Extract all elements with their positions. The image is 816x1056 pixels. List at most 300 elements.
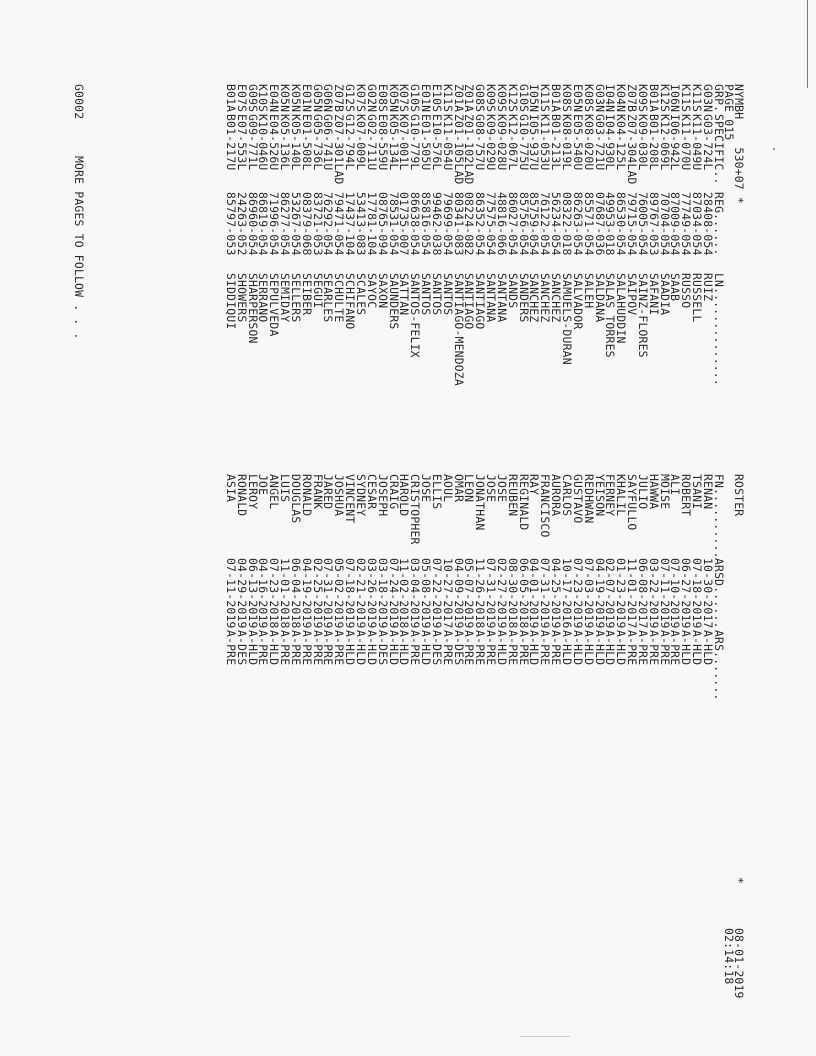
cell-arsd: 04-25-2019 xyxy=(549,558,564,629)
cell-arsd: 08-30-2018 xyxy=(505,558,520,629)
cell-last-name: SANTIAGO xyxy=(473,273,488,330)
cell-last-name: SEPULVEDA xyxy=(267,273,282,337)
table-row xyxy=(679,0,694,1056)
cell-grp: B01A xyxy=(549,84,564,113)
page-number: PAGE 015 xyxy=(722,84,736,141)
cell-grp: G02N xyxy=(364,84,379,113)
cell-first-name: JOSE xyxy=(494,474,509,503)
cell-last-name: SCHULTE xyxy=(332,273,347,323)
cell-first-name: JARED xyxy=(321,474,336,510)
cell-specific: B01-217U xyxy=(223,114,238,171)
cell-reg: 86027-054 xyxy=(505,192,520,256)
cell-first-name: ELLIS xyxy=(429,474,444,510)
cell-arsd: 03-18-2019 xyxy=(375,558,390,629)
cell-grp: K05N xyxy=(386,84,401,113)
cell-grp: I05N xyxy=(527,84,542,113)
cell-first-name: VINCENT xyxy=(343,474,358,524)
cell-arsd: 07-23-2019 xyxy=(570,558,585,629)
table-row xyxy=(668,0,683,1056)
cell-arsd: 04-19-2019 xyxy=(592,558,607,629)
cell-ars: A-PRE xyxy=(310,630,325,666)
cell-specific: Z07-301LAD xyxy=(332,114,347,185)
cell-first-name: FERNEY xyxy=(603,474,618,517)
cell-specific: G10-779L xyxy=(408,114,423,171)
cell-first-name: REDHWAN xyxy=(581,474,596,524)
cell-arsd: 05-02-2019 xyxy=(332,558,347,629)
cell-specific: K07-009L xyxy=(354,114,368,171)
cell-ars: A-DES xyxy=(234,630,249,666)
cell-grp: K05N xyxy=(278,84,293,113)
cell-last-name: RUIZ xyxy=(701,273,715,302)
table-row xyxy=(310,0,325,1056)
cell-reg: 53267-054 xyxy=(288,192,303,256)
cell-ars: A-HLD xyxy=(354,630,368,666)
cell-reg: 87009-054 xyxy=(668,192,683,256)
cell-last-name: SEIBER xyxy=(299,273,314,316)
cell-specific: K11-049U xyxy=(690,114,705,171)
cell-reg: 08224-082 xyxy=(462,192,477,256)
cell-grp: K11S xyxy=(690,84,705,113)
cell-specific: G02-711U xyxy=(364,114,379,171)
cell-reg: 77575-054 xyxy=(484,192,499,256)
cell-grp: K07S xyxy=(354,84,368,113)
cell-last-name: SATTAN xyxy=(397,273,412,316)
cell-first-name: HAROLD xyxy=(397,474,412,517)
report-time: 02:14:18 xyxy=(722,928,736,985)
cell-specific: G05-736L xyxy=(310,114,325,171)
cell-first-name: LEON xyxy=(462,474,477,503)
cell-ars: A-HLD xyxy=(679,630,694,666)
cell-reg: 89767-053 xyxy=(646,192,661,256)
cell-ars: A-PRE xyxy=(278,630,293,666)
cell-ars: A-HLD xyxy=(560,630,575,666)
cell-ars: A-PRE xyxy=(549,630,564,666)
column-header-specific: SPECIFIC.. xyxy=(712,114,726,185)
cell-last-name: SIDDIQUI xyxy=(223,273,238,330)
cell-last-name: SANTOS xyxy=(429,273,444,316)
cell-specific: K11-054U xyxy=(440,114,455,171)
table-row xyxy=(267,0,282,1056)
cell-specific: Z01-105LAD xyxy=(451,114,466,185)
cell-arsd: 07-31-2019 xyxy=(538,558,553,629)
cell-specific: K05-136L xyxy=(278,114,293,171)
cell-grp: Z01A xyxy=(451,84,466,113)
column-header-reg: REG...... xyxy=(712,192,726,256)
cell-arsd: 06-05-2018 xyxy=(516,558,531,629)
cell-grp: K07S xyxy=(397,84,412,113)
cell-specific: B01-213L xyxy=(549,114,564,171)
cell-last-name: SALVADOR xyxy=(570,273,585,330)
cell-grp: Z07B xyxy=(332,84,347,113)
cell-arsd: 11-01-2018 xyxy=(278,558,293,629)
table-row xyxy=(354,0,368,1056)
cell-grp: E08S xyxy=(375,84,390,113)
cell-last-name: SALAS TORRES xyxy=(603,273,618,358)
cell-specific: K10-046U xyxy=(256,114,271,171)
cell-grp: K04N xyxy=(614,84,629,113)
cell-first-name: JOSE xyxy=(419,474,434,503)
cell-specific: I04-930L xyxy=(603,114,618,171)
cell-arsd: 02-07-2019 xyxy=(603,558,618,629)
cell-arsd: 01-23-2019 xyxy=(614,558,629,629)
cell-first-name: DOUGLAS xyxy=(288,474,303,524)
cell-ars: A-PRE xyxy=(668,630,683,666)
table-row xyxy=(603,0,618,1056)
cell-first-name: CARLOS xyxy=(560,474,575,517)
cell-arsd: 05-08-2019 xyxy=(419,558,434,629)
cell-arsd: 11-01-2017 xyxy=(625,558,640,629)
cell-reg: 80341-083 xyxy=(451,192,466,256)
cell-grp: K09S xyxy=(635,84,650,113)
cell-reg: 08322-018 xyxy=(560,192,575,256)
cell-reg: 07687-036 xyxy=(592,192,607,256)
cell-specific: G08-757U xyxy=(473,114,488,171)
cell-last-name: SAMUELS-DURAN xyxy=(560,273,575,365)
cell-arsd: 06-27-2019 xyxy=(679,558,694,629)
table-row xyxy=(288,0,303,1056)
table-row xyxy=(451,0,466,1056)
table-row xyxy=(549,0,564,1056)
table-row xyxy=(646,0,661,1056)
cell-first-name: JOE xyxy=(256,474,271,496)
cell-reg: 08765-094 xyxy=(375,192,390,256)
cell-grp: B01A xyxy=(223,84,238,113)
cell-first-name: ALI xyxy=(668,474,683,496)
table-row xyxy=(440,0,455,1056)
table-row xyxy=(364,0,379,1056)
cell-reg: 08379-068 xyxy=(299,192,314,256)
cell-specific: G09-771L xyxy=(245,114,260,171)
cell-specific: I05-937U xyxy=(527,114,542,171)
cell-reg: 17781-104 xyxy=(364,192,379,256)
cell-specific: G03-721U xyxy=(592,114,607,171)
cell-last-name: SAINZ-FLORES xyxy=(635,273,650,358)
cell-reg: 71996-054 xyxy=(267,192,282,256)
cell-grp: G10S xyxy=(408,84,423,113)
cell-arsd: 07-18-2019 xyxy=(343,558,358,629)
cell-arsd: 10-27-2017 xyxy=(440,558,455,629)
cell-first-name: ROBERT xyxy=(679,474,694,517)
cell-specific: K08-019L xyxy=(560,114,575,171)
cell-ars: A-PRE xyxy=(288,630,303,666)
cell-last-name: SANCHEZ xyxy=(538,273,553,323)
cell-grp: E07S xyxy=(234,84,249,113)
cell-last-name: SELLERS xyxy=(288,273,303,323)
cell-specific: Z01-102LAD xyxy=(462,114,477,185)
cell-arsd: 04-16-2019 xyxy=(256,558,271,629)
cell-first-name: ASIA xyxy=(223,474,238,503)
column-header-grp: GRP. xyxy=(712,84,726,113)
cell-grp: K11S xyxy=(679,84,694,113)
cell-grp: K11S xyxy=(538,84,553,113)
cell-first-name: MOISE xyxy=(657,474,672,510)
table-row xyxy=(256,0,271,1056)
cell-arsd: 07-31-2019 xyxy=(484,558,499,629)
cell-first-name: ANGEL xyxy=(267,474,282,510)
table-row xyxy=(635,0,650,1056)
header-star: * xyxy=(732,877,746,885)
cell-grp: G05N xyxy=(310,84,325,113)
cell-arsd: 02-27-2019 xyxy=(494,558,509,629)
cell-reg: 85756-054 xyxy=(516,192,531,256)
cell-ars: A-HLD xyxy=(614,630,629,666)
table-row xyxy=(223,0,238,1056)
cell-reg: 48816-066 xyxy=(494,192,509,256)
table-row xyxy=(299,0,314,1056)
cell-grp: K08S xyxy=(581,84,596,113)
cell-first-name: HAWWA xyxy=(646,474,661,510)
table-row xyxy=(614,0,629,1056)
cell-grp: G10S xyxy=(516,84,531,113)
cell-last-name: SANDS xyxy=(505,273,520,309)
table-row xyxy=(581,0,596,1056)
cell-ars: A-HLD xyxy=(267,630,282,666)
cell-first-name: YEISON xyxy=(592,474,607,517)
cell-ars: A-PRE xyxy=(516,630,531,666)
cell-ars: A-HLD xyxy=(592,630,607,666)
cell-grp: K10S xyxy=(256,84,271,113)
cell-first-name: JULIO xyxy=(635,474,650,510)
column-header-fn: FN.......... xyxy=(712,474,726,559)
cell-arsd: 03-04-2019 xyxy=(408,558,423,629)
cell-last-name: SEARLES xyxy=(321,273,336,323)
cell-specific: G10-775U xyxy=(516,114,531,171)
report-title: NYMBH 530+07 * xyxy=(732,84,746,204)
table-row xyxy=(429,0,444,1056)
table-row xyxy=(625,0,640,1056)
cell-first-name: AURORA xyxy=(549,474,564,517)
cell-specific: E01-508L xyxy=(299,114,314,171)
cell-grp: G09S xyxy=(245,84,260,113)
cell-first-name: JONATHAN xyxy=(473,474,488,531)
cell-grp: E05N xyxy=(570,84,585,113)
cell-reg: 83721-053 xyxy=(310,192,325,256)
cell-last-name: RUSSELL xyxy=(690,273,705,323)
cell-specific: E04-526U xyxy=(267,114,282,171)
cell-grp: G03N xyxy=(701,84,715,113)
cell-last-name: SAFANI xyxy=(646,273,661,316)
cell-grp: E04N xyxy=(267,84,282,113)
cell-ars: A-HLD xyxy=(343,630,358,666)
roster-table xyxy=(223,0,715,1056)
cell-specific: K08-020U xyxy=(581,114,596,171)
cell-specific: Z07-304LAD xyxy=(625,114,640,185)
cell-reg: 99462-038 xyxy=(429,192,444,256)
cell-reg: 85797-053 xyxy=(223,192,238,256)
cell-arsd: 11-26-2018 xyxy=(473,558,488,629)
cell-grp: K11S xyxy=(440,84,455,113)
table-row xyxy=(234,0,249,1056)
cell-arsd: 04-29-2019 xyxy=(234,558,249,629)
column-header-ln: LN.............. xyxy=(712,273,726,386)
cell-arsd: 07-11-2019 xyxy=(223,558,238,629)
cell-arsd: 06-08-2017 xyxy=(635,558,650,629)
cell-arsd: 07-24-2019 xyxy=(386,558,401,629)
cell-grp: B01A xyxy=(646,84,661,113)
cell-arsd: 07-22-2019 xyxy=(429,558,444,629)
cell-first-name: TSANI xyxy=(690,474,705,510)
cell-ars: A-HLD xyxy=(419,630,434,666)
cell-last-name: SEMIDAY xyxy=(278,273,293,323)
table-row xyxy=(484,0,499,1056)
cell-arsd: 04-09-2019 xyxy=(451,558,466,629)
table-row xyxy=(332,0,347,1056)
cell-last-name: SANTANA xyxy=(484,273,499,323)
cell-ars: A-PRE xyxy=(538,630,553,666)
table-row xyxy=(278,0,293,1056)
cell-grp: I06N xyxy=(668,84,683,113)
cell-reg: 85571-054 xyxy=(581,192,596,256)
cell-specific: K11-070U xyxy=(679,114,694,171)
cell-specific: E01-505U xyxy=(419,114,434,171)
cell-reg: 49953-018 xyxy=(603,192,618,256)
cell-ars: A-HLD xyxy=(581,630,596,666)
cell-ars: A-PRE xyxy=(473,630,488,666)
table-row xyxy=(538,0,553,1056)
cell-first-name: FRANCISCO xyxy=(538,474,553,538)
cell-last-name: SCALES xyxy=(354,273,368,316)
cell-last-name: SANTIAGO-MENDOZA xyxy=(451,273,466,386)
cell-specific: G03-724L xyxy=(701,114,715,171)
cell-reg: 28408-054 xyxy=(701,192,715,256)
cell-grp: E01N xyxy=(419,84,434,113)
cell-ars: A-HLD xyxy=(494,630,509,666)
table-row xyxy=(397,0,412,1056)
cell-specific: K09-029U xyxy=(484,114,499,171)
cell-arsd: 02-21-2019 xyxy=(354,558,368,629)
table-row xyxy=(592,0,607,1056)
cell-last-name: SANTANA xyxy=(494,273,509,323)
cell-grp: E10S xyxy=(429,84,444,113)
table-row xyxy=(386,0,401,1056)
cell-ars: A-PRE xyxy=(484,630,499,666)
cell-arsd: 05-07-2019 xyxy=(462,558,477,629)
cell-ars: A-PRE xyxy=(321,630,336,666)
cell-last-name: SCHIFANO xyxy=(343,273,358,330)
cell-specific: K12-069L xyxy=(657,114,672,171)
cell-last-name: SAIPOV xyxy=(625,273,640,316)
cell-arsd: 04-19-2019 xyxy=(299,558,314,629)
cell-first-name: REUBEN xyxy=(505,474,520,517)
cell-grp: Z07B xyxy=(625,84,640,113)
cell-reg: 86960-054 xyxy=(245,192,260,256)
cell-reg: 24263-052 xyxy=(234,192,249,256)
cell-reg: 85759-054 xyxy=(527,192,542,256)
cell-ars: A-HLD xyxy=(603,630,618,666)
cell-reg: 53413-083 xyxy=(354,192,368,256)
cell-ars: A-HLD xyxy=(690,630,705,666)
table-row xyxy=(657,0,672,1056)
report-date: 08-01-2019 xyxy=(732,928,746,999)
table-row xyxy=(690,0,705,1056)
table-row xyxy=(343,0,358,1056)
cell-first-name: RONALD xyxy=(299,474,314,517)
cell-reg: 79715-054 xyxy=(625,192,640,256)
cell-first-name: AOUL xyxy=(440,474,455,503)
column-header-ars: ARS....... xyxy=(712,630,726,701)
cell-arsd: 07-11-2019 xyxy=(657,558,672,629)
cell-reg: 56234-054 xyxy=(549,192,564,256)
cell-ars: A-HLD xyxy=(245,630,260,666)
cell-grp: G06N xyxy=(321,84,336,113)
cell-last-name: SANCHEZ xyxy=(527,273,542,323)
cell-first-name: JOSEPH xyxy=(375,474,390,517)
cell-reg: 86277-054 xyxy=(278,192,293,256)
cell-reg: 86352-054 xyxy=(473,192,488,256)
cell-ars: A-HLD xyxy=(397,630,412,666)
cell-first-name: LEROY xyxy=(245,474,260,510)
cell-grp: K08S xyxy=(560,84,575,113)
cell-reg: 70704-054 xyxy=(657,192,672,256)
table-row xyxy=(321,0,336,1056)
cell-last-name: SHARPERSON xyxy=(245,273,260,344)
cell-arsd: 07-18-2019 xyxy=(690,558,705,629)
cell-last-name: SANDERS xyxy=(516,273,531,323)
cell-grp: K12S xyxy=(505,84,520,113)
cell-ars: A-PRE xyxy=(440,630,455,666)
cell-grp: K09S xyxy=(494,84,509,113)
table-row xyxy=(473,0,488,1056)
cell-ars: A-DES xyxy=(375,630,390,666)
cell-first-name: REGINALD xyxy=(516,474,531,531)
table-row xyxy=(245,0,260,1056)
cell-arsd: 02-25-2019 xyxy=(310,558,325,629)
cell-reg: 78531-054 xyxy=(386,192,401,256)
cell-first-name: RONALD xyxy=(234,474,249,517)
cell-specific: E05-540U xyxy=(570,114,585,171)
cell-grp: I04N xyxy=(603,84,618,113)
cell-last-name: SANCHEZ xyxy=(549,273,564,323)
footer-code: G0002 xyxy=(72,84,86,120)
cell-last-name: SAYOC xyxy=(364,273,379,309)
cell-ars: A-HLD xyxy=(570,630,585,666)
cell-reg: 85816-054 xyxy=(419,192,434,256)
cell-specific: K05-140L xyxy=(288,114,303,171)
cell-last-name: SEGUI xyxy=(310,273,325,309)
cell-grp: K12S xyxy=(657,84,672,113)
table-row xyxy=(375,0,390,1056)
cell-last-name: SAXON xyxy=(375,273,390,309)
cell-reg: 76005-054 xyxy=(635,192,650,256)
cell-arsd: 07-23-2018 xyxy=(267,558,282,629)
cell-specific: G12-794L xyxy=(343,114,358,171)
cell-arsd: 03-22-2019 xyxy=(646,558,661,629)
cell-last-name: SAUNDERS xyxy=(386,273,401,330)
cell-reg: 79699-054 xyxy=(440,192,455,256)
cell-grp: E01N xyxy=(299,84,314,113)
cell-reg: 01735-007 xyxy=(397,192,412,256)
cell-specific: G06-741U xyxy=(321,114,336,171)
cell-ars: A-DES xyxy=(429,630,444,666)
table-row xyxy=(419,0,434,1056)
table-row xyxy=(527,0,542,1056)
table-row xyxy=(462,0,477,1056)
cell-first-name: OMAR xyxy=(451,474,466,503)
table-row xyxy=(505,0,520,1056)
cell-reg: 86819-054 xyxy=(256,192,271,256)
cell-specific: E10-576L xyxy=(429,114,444,171)
cell-ars: A-PRE xyxy=(299,630,314,666)
cell-grp: Z01A xyxy=(462,84,477,113)
cell-reg: 86638-054 xyxy=(408,192,423,256)
cell-reg: 17437-104 xyxy=(343,192,358,256)
cell-ars: A-DES xyxy=(451,630,466,666)
more-pages-note: MORE PAGES TO FOLLOW . . . xyxy=(72,156,86,340)
cell-reg: 86263-054 xyxy=(570,192,585,256)
cell-grp: G12S xyxy=(343,84,358,113)
cell-reg: 87034-054 xyxy=(690,192,705,256)
cell-ars: A-HLD xyxy=(701,630,715,666)
